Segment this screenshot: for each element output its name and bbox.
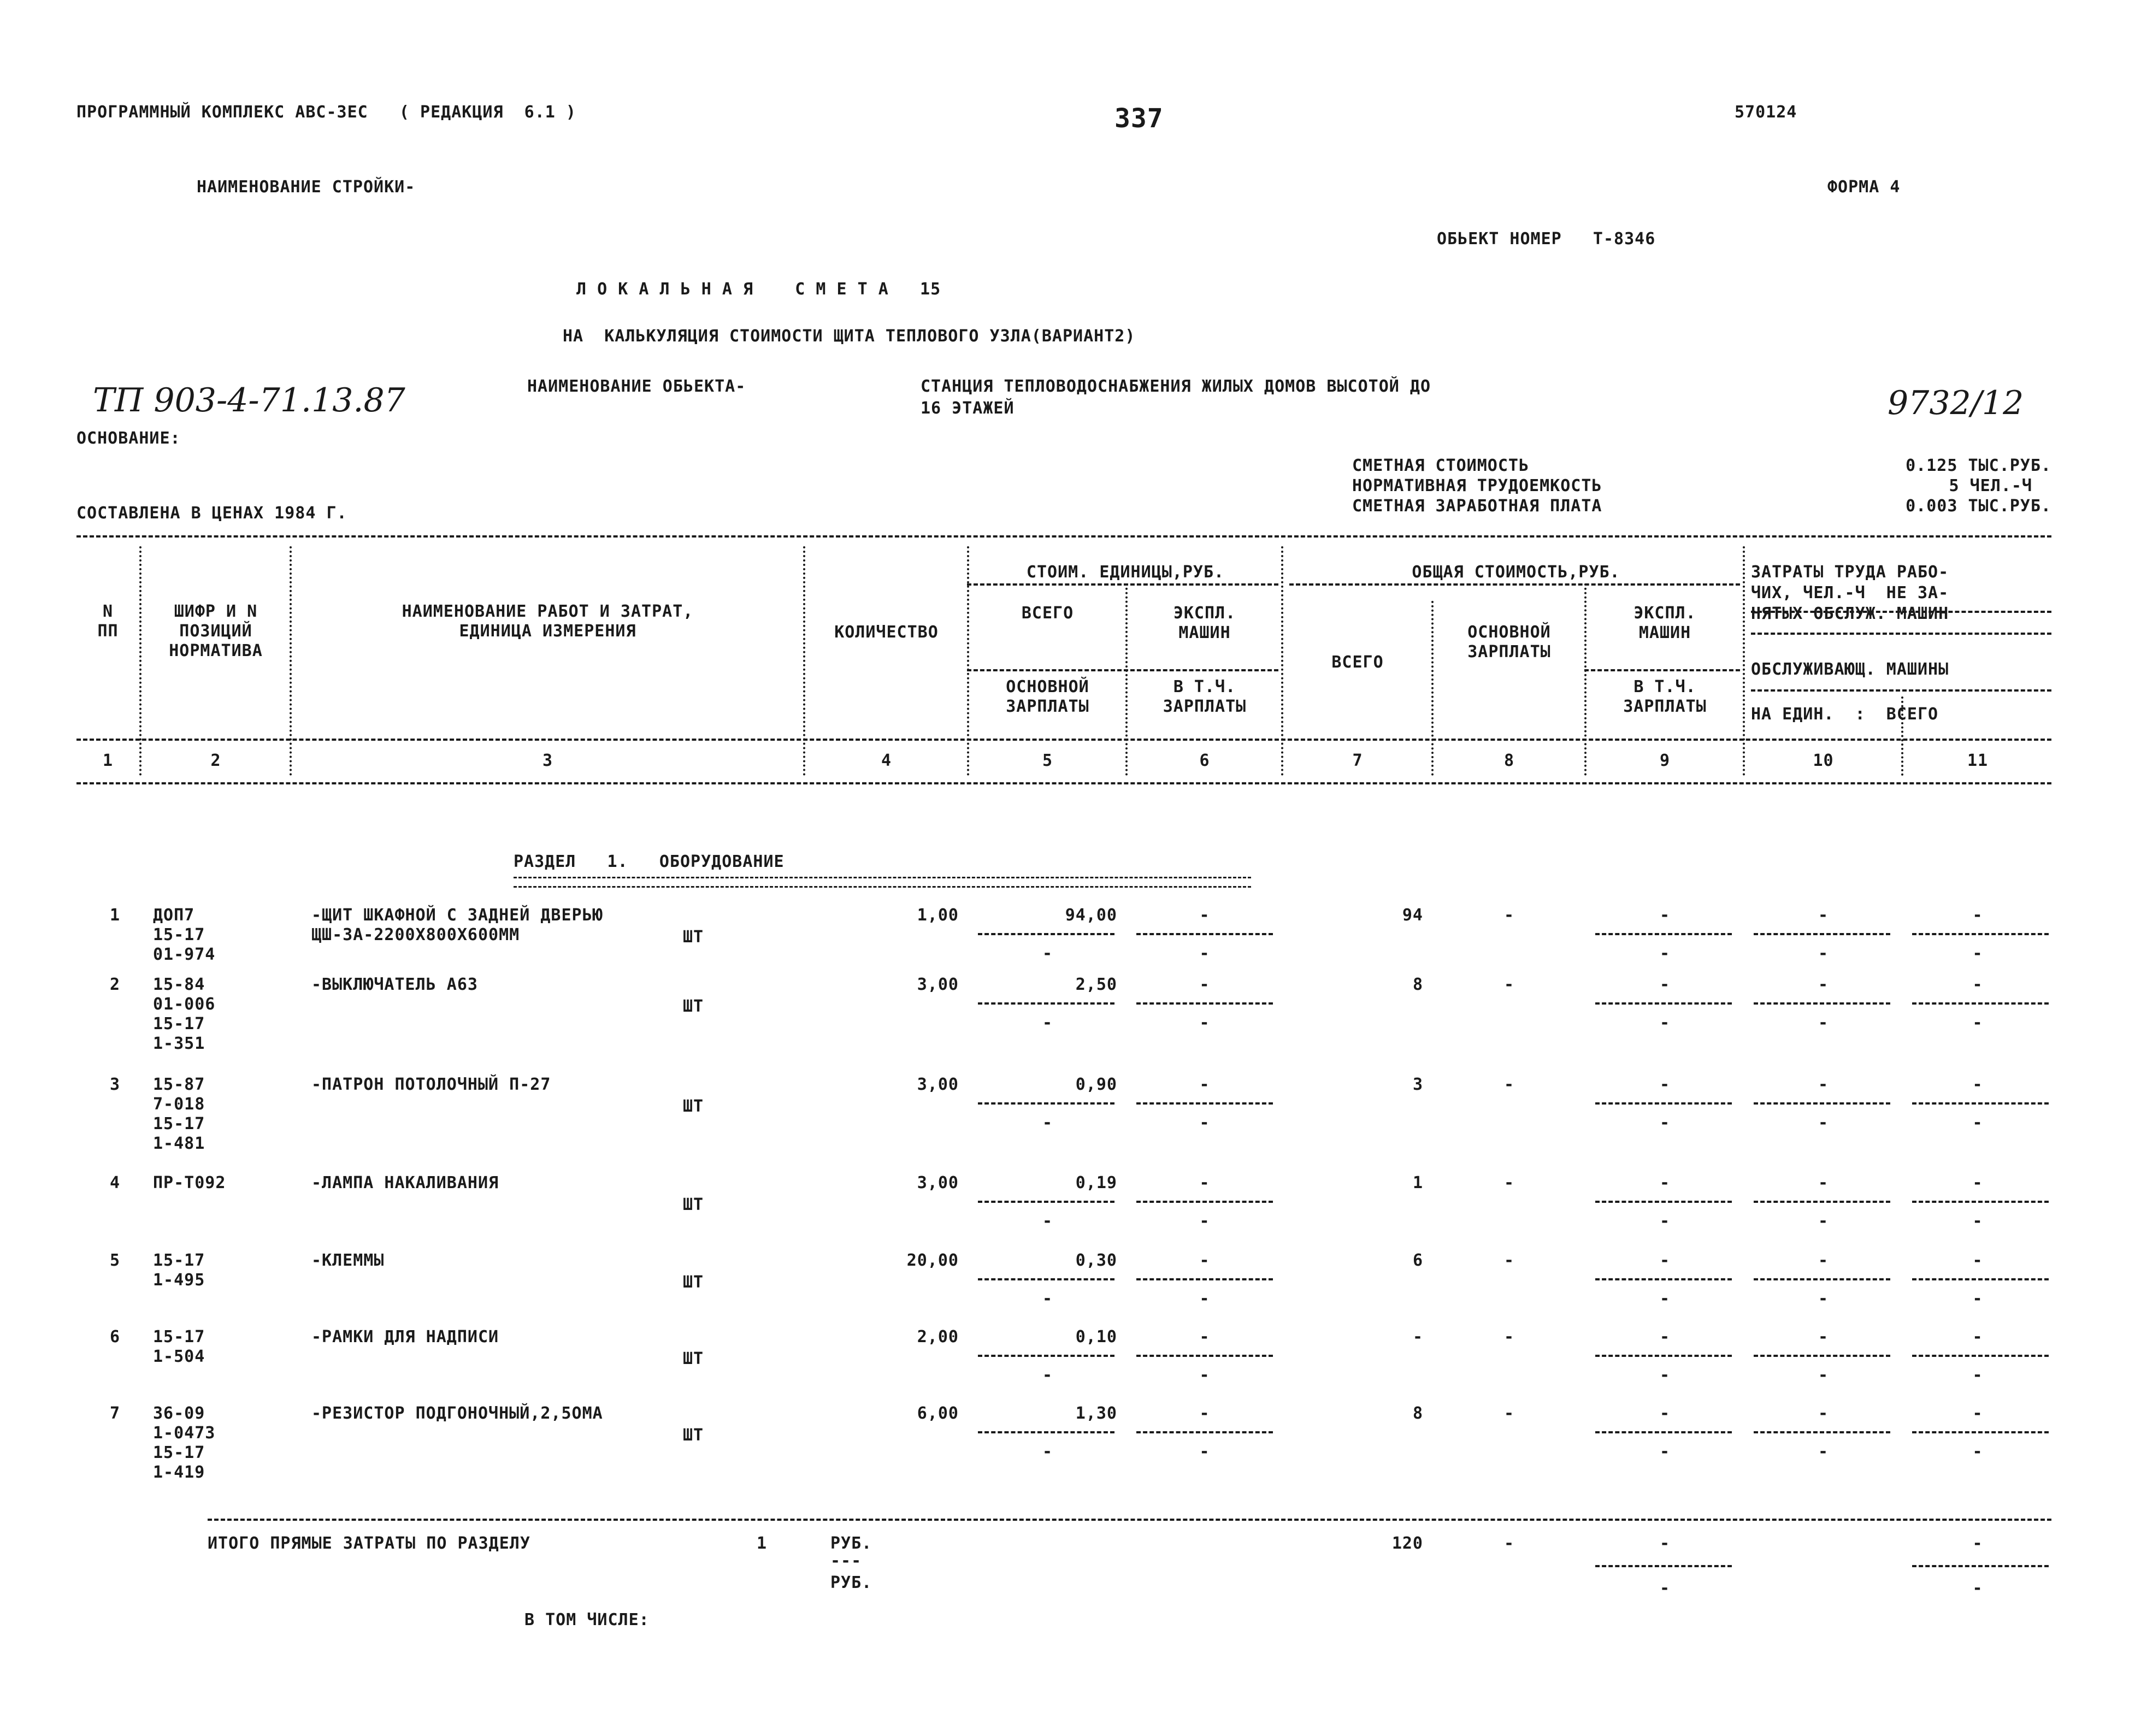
item-separator — [1754, 1201, 1890, 1203]
item-separator — [1136, 1431, 1273, 1433]
item-code: 15-17 — [153, 925, 205, 944]
item-unit-cost: 94,00 — [1065, 906, 1117, 925]
item-separator — [978, 1002, 1114, 1005]
item-labor-unit-2: - — [1818, 1013, 1829, 1032]
section-title: РАЗДЕЛ 1. ОБОРУДОВАНИЕ — [514, 852, 785, 871]
totals-value: 120 — [1391, 1534, 1423, 1553]
col9-subheader: В Т.Ч. ЗАРПЛАТЫ — [1623, 677, 1707, 716]
item-code: 15-17 — [153, 1251, 205, 1270]
item-total-cost: 8 — [1412, 975, 1423, 994]
vline-9 — [1743, 546, 1745, 776]
item-code: 15-17 — [153, 1327, 205, 1347]
item-total-machine-wages: - — [1659, 1212, 1671, 1231]
object-name-line-1: СТАНЦИЯ ТЕПЛОВОДОСНАБЖЕНИЯ ЖИЛЫХ ДОМОВ ВЫСОТОЙ ДО — [921, 377, 1431, 396]
item-separator — [1912, 1431, 2049, 1433]
vline-1 — [139, 546, 141, 776]
item-total-machine-wages: - — [1659, 1442, 1671, 1461]
item-total-machine: - — [1659, 975, 1671, 994]
item-name: -КЛЕММЫ — [311, 1251, 385, 1270]
item-labor-total-2: - — [1972, 1113, 1983, 1132]
item-code: 36-09 — [153, 1404, 205, 1423]
item-separator — [978, 1278, 1114, 1280]
item-number: 1 — [109, 906, 120, 925]
item-labor-unit-2: - — [1818, 944, 1829, 963]
item-unit-wages: - — [1042, 1113, 1053, 1132]
item-unit: ШТ — [683, 1273, 704, 1292]
summary-value-cost: 0.125 ТЫС.РУБ. — [1906, 456, 2051, 475]
item-unit-cost: 0,10 — [1075, 1327, 1117, 1347]
item-quantity: 6,00 — [917, 1404, 959, 1423]
item-labor-total-2: - — [1972, 1442, 1983, 1461]
totals-currency-separator: --- — [830, 1551, 862, 1570]
item-separator — [1136, 1278, 1273, 1280]
totals-labor-rule — [1912, 1565, 2049, 1567]
labor-header-2: ЧИХ, ЧЕЛ.-Ч НЕ ЗА- — [1751, 583, 1949, 603]
item-quantity: 1,00 — [917, 906, 959, 925]
labor-header-5: НА ЕДИН. : ВСЕГО — [1751, 705, 1939, 724]
item-number: 5 — [109, 1251, 120, 1270]
totals-exploit-wages: - — [1659, 1579, 1671, 1598]
col9-header: ЭКСПЛ. МАШИН — [1633, 604, 1696, 642]
item-total-machine-wages: - — [1659, 944, 1671, 963]
item-unit-machine: - — [1199, 1251, 1210, 1270]
item-unit-wages: - — [1042, 1289, 1053, 1308]
header-rule-bottom — [76, 782, 2051, 784]
totals-wages: - — [1503, 1534, 1515, 1553]
totals-rule — [208, 1519, 2051, 1521]
item-labor-total: - — [1972, 975, 1983, 994]
item-unit-wages: - — [1042, 1013, 1053, 1032]
item-labor-unit-2: - — [1818, 1212, 1829, 1231]
item-unit-wages: - — [1042, 1442, 1053, 1461]
item-code: 15-17 — [153, 1114, 205, 1133]
item-total-wages: - — [1503, 1075, 1515, 1094]
item-total-machine-wages: - — [1659, 1289, 1671, 1308]
item-total-machine-wages: - — [1659, 1366, 1671, 1385]
item-quantity: 3,00 — [917, 1075, 959, 1094]
item-quantity: 3,00 — [917, 1173, 959, 1192]
item-labor-unit: - — [1818, 1173, 1829, 1192]
item-unit-cost: 2,50 — [1075, 975, 1117, 994]
item-name: -ЛАМПА НАКАЛИВАНИЯ — [311, 1173, 499, 1192]
item-code: 01-006 — [153, 995, 216, 1014]
item-total-machine-wages: - — [1659, 1013, 1671, 1032]
item-labor-total-2: - — [1972, 1289, 1983, 1308]
item-separator — [1912, 1278, 2049, 1280]
construction-name-label: НАИМЕНОВАНИЕ СТРОЙКИ- — [197, 178, 416, 197]
labor-header-4: ОБСЛУЖИВАЮЩ. МАШИНЫ — [1751, 660, 1949, 679]
vline-2 — [290, 546, 292, 776]
header-rule-mid — [76, 739, 2051, 741]
item-unit-machine-wages: - — [1199, 1289, 1210, 1308]
item-name: -РЕЗИСТОР ПОДГОНОЧНЫЙ,2,5ОМА — [311, 1404, 603, 1423]
item-number: 7 — [109, 1404, 120, 1423]
header-rule-top — [76, 535, 2051, 538]
col5-subheader: ОСНОВНОЙ ЗАРПЛАТЫ — [1006, 677, 1089, 716]
item-labor-unit-2: - — [1818, 1366, 1829, 1385]
summary-label-labor: НОРМАТИВНАЯ ТРУДОЕМКОСТЬ — [1352, 476, 1602, 495]
document-title: Л О К А Л Ь Н А Я С М Е Т А 15 — [576, 280, 941, 299]
item-separator — [1136, 1002, 1273, 1005]
section-underline — [514, 877, 1251, 888]
col2-header: ШИФР И N ПОЗИЦИЙ НОРМАТИВА — [169, 602, 263, 660]
object-name-label: НАИМЕНОВАНИЕ ОБЬЕКТА- — [527, 377, 746, 396]
item-name: ЩШ-ЗА-2200Х800Х600ММ — [311, 925, 520, 944]
item-labor-total-2: - — [1972, 1212, 1983, 1231]
item-total-machine: - — [1659, 1173, 1671, 1192]
item-separator — [978, 1201, 1114, 1203]
item-unit-machine-wages: - — [1199, 1442, 1210, 1461]
item-unit-machine-wages: - — [1199, 944, 1210, 963]
item-total-machine-wages: - — [1659, 1113, 1671, 1132]
item-total-machine: - — [1659, 1075, 1671, 1094]
item-separator — [1595, 1201, 1732, 1203]
col6-subheader: В Т.Ч. ЗАРПЛАТЫ — [1163, 677, 1247, 716]
item-labor-unit: - — [1818, 1327, 1829, 1347]
item-unit-cost: 0,90 — [1075, 1075, 1117, 1094]
item-number: 4 — [109, 1173, 120, 1192]
colnum-11: 11 — [1967, 751, 1989, 770]
item-unit-machine: - — [1199, 1075, 1210, 1094]
document-subtitle: НА КАЛЬКУЛЯЦИЯ СТОИМОСТИ ЩИТА ТЕПЛОВОГО УЗЛА(ВАРИАНТ2) — [563, 327, 1136, 346]
basis-label: ОСНОВАНИЕ: — [76, 429, 181, 448]
prices-note: СОСТАВЛЕНА В ЦЕНАХ 1984 Г. — [76, 504, 347, 523]
item-total-wages: - — [1503, 906, 1515, 925]
rule-unitcost — [967, 583, 1278, 586]
item-code: 15-17 — [153, 1443, 205, 1462]
item-number: 6 — [109, 1327, 120, 1347]
item-unit: ШТ — [683, 928, 704, 947]
item-unit-machine-wages: - — [1199, 1113, 1210, 1132]
item-total-machine: - — [1659, 906, 1671, 925]
item-unit-wages: - — [1042, 1212, 1053, 1231]
rule-totalcost — [1289, 583, 1740, 586]
item-separator — [1754, 1278, 1890, 1280]
rule-unitcost-2 — [967, 669, 1278, 671]
item-separator — [1754, 1355, 1890, 1357]
item-separator — [1136, 1355, 1273, 1357]
item-total-machine: - — [1659, 1404, 1671, 1423]
item-separator — [1595, 1355, 1732, 1357]
item-separator — [1136, 1201, 1273, 1203]
item-separator — [1912, 1102, 2049, 1105]
item-unit: ШТ — [683, 1097, 704, 1116]
item-unit-machine: - — [1199, 1173, 1210, 1192]
item-number: 3 — [109, 1075, 120, 1094]
item-labor-unit-2: - — [1818, 1442, 1829, 1461]
vline-7 — [1431, 601, 1434, 776]
item-name: -ВЫКЛЮЧАТЕЛЬ А63 — [311, 975, 478, 994]
item-separator — [978, 1355, 1114, 1357]
item-quantity: 20,00 — [906, 1251, 959, 1270]
object-number: ОБЬЕКТ НОМЕР Т-8346 — [1437, 229, 1656, 249]
item-separator — [978, 1102, 1114, 1105]
colnum-2: 2 — [210, 751, 221, 770]
item-name: -ЩИТ ШКАФНОЙ С ЗАДНЕЙ ДВЕРЬЮ — [311, 906, 603, 925]
colnum-4: 4 — [881, 751, 892, 770]
item-separator — [1595, 933, 1732, 935]
item-labor-unit: - — [1818, 1251, 1829, 1270]
totals-labor-2: - — [1972, 1579, 1983, 1598]
item-total-cost: 94 — [1402, 906, 1423, 925]
item-code: 1-481 — [153, 1134, 205, 1153]
item-separator — [1912, 1355, 2049, 1357]
item-separator — [1912, 1002, 2049, 1005]
item-total-cost: 3 — [1412, 1075, 1423, 1094]
item-code: 1-0473 — [153, 1424, 216, 1443]
item-total-wages: - — [1503, 1173, 1515, 1192]
item-unit-cost: 1,30 — [1075, 1404, 1117, 1423]
colnum-9: 9 — [1659, 751, 1671, 770]
item-labor-total-2: - — [1972, 1366, 1983, 1385]
totals-exploit-rule — [1595, 1565, 1732, 1567]
item-labor-unit: - — [1818, 1075, 1829, 1094]
handwritten-project-code: ТП 903-4-71.13.87 — [93, 381, 405, 420]
item-name: -ПАТРОН ПОТОЛОЧНЫЙ П-27 — [311, 1075, 551, 1094]
item-labor-unit: - — [1818, 906, 1829, 925]
totals-currency: РУБ. — [830, 1534, 872, 1553]
item-unit-machine: - — [1199, 906, 1210, 925]
item-total-cost: 6 — [1412, 1251, 1423, 1270]
item-unit-machine-wages: - — [1199, 1366, 1210, 1385]
item-separator — [1912, 933, 2049, 935]
item-labor-total: - — [1972, 906, 1983, 925]
item-code: 1-504 — [153, 1347, 205, 1366]
totals-labor: - — [1972, 1534, 1983, 1553]
handwritten-sheet-number: 9732/12 — [1888, 384, 2024, 422]
item-labor-total: - — [1972, 1327, 1983, 1347]
item-unit-wages: - — [1042, 944, 1053, 963]
item-separator — [1754, 1431, 1890, 1433]
item-name: -РАМКИ ДЛЯ НАДПИСИ — [311, 1327, 499, 1347]
col6-header: ЭКСПЛ. МАШИН — [1173, 604, 1236, 642]
item-labor-total-2: - — [1972, 944, 1983, 963]
item-unit: ШТ — [683, 1195, 704, 1214]
labor-header-3: НЯТЫХ ОБСЛУЖ. МАШИН — [1751, 604, 1949, 623]
item-total-wages: - — [1503, 1327, 1515, 1347]
item-unit-cost: 0,19 — [1075, 1173, 1117, 1192]
rule-labor-3 — [1751, 689, 2051, 692]
item-labor-unit-2: - — [1818, 1289, 1829, 1308]
totals-label: ИТОГО ПРЯМЫЕ ЗАТРАТЫ ПО РАЗДЕЛУ — [208, 1534, 530, 1553]
colnum-8: 8 — [1503, 751, 1515, 770]
object-name-line-2: 16 ЭТАЖЕЙ — [921, 399, 1015, 418]
doc-code: 570124 — [1735, 103, 1797, 122]
item-code: ПР-Т092 — [153, 1173, 226, 1192]
item-total-machine: - — [1659, 1327, 1671, 1347]
item-unit: ШТ — [683, 997, 704, 1016]
col1-header: N ПП — [97, 602, 119, 641]
colnum-3: 3 — [542, 751, 553, 770]
item-code: ДОП7 — [153, 906, 195, 925]
col3-header: НАИМЕНОВАНИЕ РАБОТ И ЗАТРАТ, ЕДИНИЦА ИЗМЕРЕНИЯ — [402, 602, 694, 641]
col5-header: ВСЕГО — [1021, 604, 1074, 623]
item-unit: ШТ — [683, 1426, 704, 1445]
item-separator — [1595, 1002, 1732, 1005]
item-unit-machine: - — [1199, 1404, 1210, 1423]
item-separator — [1595, 1431, 1732, 1433]
item-unit-machine: - — [1199, 1327, 1210, 1347]
item-unit-machine-wages: - — [1199, 1212, 1210, 1231]
colnum-6: 6 — [1199, 751, 1210, 770]
item-labor-total: - — [1972, 1075, 1983, 1094]
item-separator — [978, 933, 1114, 935]
item-separator — [1754, 1002, 1890, 1005]
item-unit-machine-wages: - — [1199, 1013, 1210, 1032]
item-unit-wages: - — [1042, 1366, 1053, 1385]
unit-cost-header: СТОИМ. ЕДИНИЦЫ,РУБ. — [1026, 563, 1225, 582]
page-number: 337 — [1114, 103, 1164, 134]
item-labor-total-2: - — [1972, 1013, 1983, 1032]
item-code: 15-87 — [153, 1075, 205, 1094]
item-quantity: 2,00 — [917, 1327, 959, 1347]
including-label: В ТОМ ЧИСЛЕ: — [524, 1610, 650, 1629]
summary-value-labor: 5 ЧЕЛ.-Ч — [1949, 476, 2032, 495]
form-label: ФОРМА 4 — [1827, 178, 1901, 197]
colnum-5: 5 — [1042, 751, 1053, 770]
item-separator — [1754, 933, 1890, 935]
item-code: 1-419 — [153, 1463, 205, 1482]
item-labor-unit-2: - — [1818, 1113, 1829, 1132]
item-total-cost: 1 — [1412, 1173, 1423, 1192]
labor-header-1: ЗАТРАТЫ ТРУДА РАБО- — [1751, 563, 1949, 582]
item-number: 2 — [109, 975, 120, 994]
item-unit-machine: - — [1199, 975, 1210, 994]
program-line: ПРОГРАММНЫЙ КОМПЛЕКС АВС-3ЕС ( РЕДАКЦИЯ 6.1 ) — [76, 103, 576, 122]
item-labor-total: - — [1972, 1404, 1983, 1423]
total-cost-header: ОБЩАЯ СТОИМОСТЬ,РУБ. — [1412, 563, 1620, 582]
item-total-wages: - — [1503, 1404, 1515, 1423]
item-labor-total: - — [1972, 1173, 1983, 1192]
item-quantity: 3,00 — [917, 975, 959, 994]
item-separator — [1912, 1201, 2049, 1203]
item-total-cost: - — [1412, 1327, 1423, 1347]
vline-3 — [803, 546, 805, 776]
summary-label-wages: СМЕТНАЯ ЗАРАБОТНАЯ ПЛАТА — [1352, 497, 1602, 516]
item-code: 15-17 — [153, 1014, 205, 1034]
totals-section-number: 1 — [757, 1534, 768, 1553]
totals-currency-2: РУБ. — [830, 1573, 872, 1592]
vline-5 — [1125, 583, 1128, 776]
item-separator — [978, 1431, 1114, 1433]
item-labor-total: - — [1972, 1251, 1983, 1270]
vline-6 — [1281, 546, 1283, 776]
item-labor-unit: - — [1818, 1404, 1829, 1423]
vline-4 — [967, 546, 969, 776]
summary-label-cost: СМЕТНАЯ СТОИМОСТЬ — [1352, 456, 1530, 475]
totals-exploit: - — [1659, 1534, 1671, 1553]
summary-value-wages: 0.003 ТЫС.РУБ. — [1906, 497, 2051, 516]
item-total-wages: - — [1503, 1251, 1515, 1270]
item-total-cost: 8 — [1412, 1404, 1423, 1423]
item-unit-cost: 0,30 — [1075, 1251, 1117, 1270]
col7-header: ВСЕГО — [1331, 653, 1384, 672]
item-labor-unit: - — [1818, 975, 1829, 994]
item-separator — [1595, 1102, 1732, 1105]
item-total-wages: - — [1503, 975, 1515, 994]
item-code: 1-351 — [153, 1034, 205, 1053]
item-total-machine: - — [1659, 1251, 1671, 1270]
item-code: 1-495 — [153, 1271, 205, 1290]
vline-8 — [1584, 583, 1587, 776]
colnum-7: 7 — [1352, 751, 1363, 770]
item-unit: ШТ — [683, 1349, 704, 1368]
item-separator — [1136, 933, 1273, 935]
colnum-1: 1 — [102, 751, 114, 770]
rule-labor-2 — [1751, 633, 2051, 635]
item-separator — [1136, 1102, 1273, 1105]
col4-header: КОЛИЧЕСТВО — [834, 623, 939, 642]
item-separator — [1595, 1278, 1732, 1280]
item-code: 7-018 — [153, 1095, 205, 1114]
colnum-10: 10 — [1813, 751, 1834, 770]
rule-exploit — [1584, 669, 1740, 671]
item-separator — [1754, 1102, 1890, 1105]
item-code: 01-974 — [153, 945, 216, 964]
col8-header: ОСНОВНОЙ ЗАРПЛАТЫ — [1467, 623, 1551, 662]
item-code: 15-84 — [153, 975, 205, 994]
